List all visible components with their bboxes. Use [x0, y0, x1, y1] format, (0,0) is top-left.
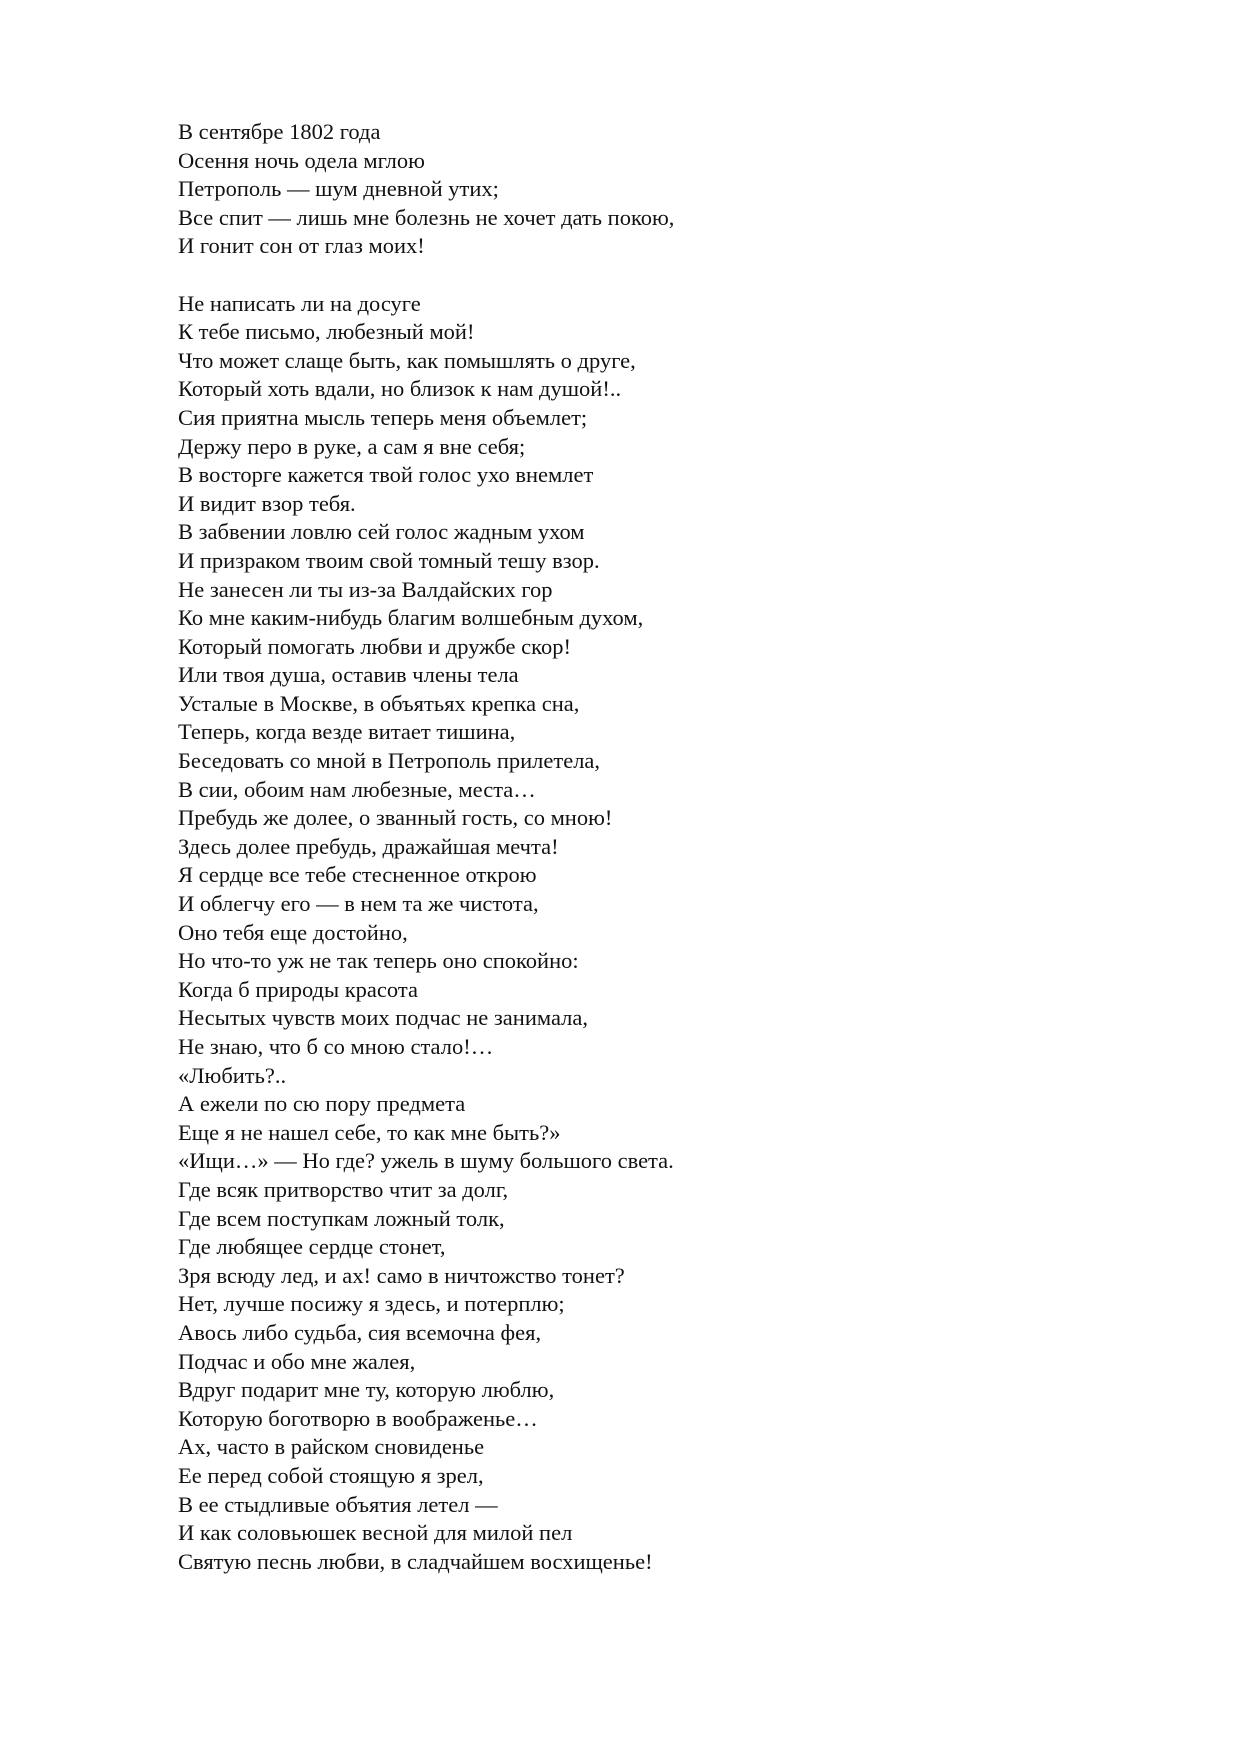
- poem-line: Осення ночь одела мглою: [178, 147, 425, 173]
- poem-line: Еще я не нашел себе, то как мне быть?»: [178, 1119, 561, 1145]
- poem-line: «Ищи…» — Но где? ужель в шуму большого света.: [178, 1148, 674, 1174]
- poem-line: Сия приятна мысль теперь меня объемлет;: [178, 404, 588, 430]
- poem-line: Все спит — лишь мне болезнь не хочет дать покою,: [178, 204, 675, 230]
- poem-line: В восторге кажется твой голос ухо внемлет: [178, 462, 594, 488]
- poem-line: Теперь, когда везде витает тишина,: [178, 719, 516, 745]
- poem-line: Я сердце все тебе стесненное открою: [178, 862, 537, 888]
- poem-line: К тебе письмо, любезный мой!: [178, 319, 475, 345]
- poem-line: Пребудь же долее, о званный гость, со мною!: [178, 805, 613, 831]
- poem-line: В забвении ловлю сей голос жадным ухом: [178, 519, 585, 545]
- poem-line: Усталые в Москве, в объятьях крепка сна,: [178, 690, 580, 716]
- poem-line: Где всем поступкам ложный толк,: [178, 1205, 505, 1231]
- poem-line: Ко мне каким-нибудь благим волшебным духом,: [178, 605, 644, 631]
- poem-line: Нет, лучше посижу я здесь, и потерплю;: [178, 1291, 565, 1317]
- poem-line: И видит взор тебя.: [178, 490, 356, 516]
- poem-line: В ее стыдливые объятия летел —: [178, 1491, 498, 1517]
- poem-line: «Любить?..: [178, 1062, 287, 1088]
- poem-line: Который помогать любви и дружбе скор!: [178, 633, 571, 659]
- poem-line: Где любящее сердце стонет,: [178, 1234, 446, 1260]
- poem-stanza: [178, 118, 1078, 261]
- poem-line: Не занесен ли ты из-за Валдайских гор: [178, 576, 553, 602]
- poem-line: Которую боготворю в воображенье…: [178, 1405, 538, 1431]
- poem-line: И гонит сон от глаз моих!: [178, 233, 425, 259]
- poem-line: В сентябре 1802 года: [178, 119, 381, 144]
- poem-line: В сии, обоим нам любезные, места…: [178, 776, 536, 802]
- poem-line: Несытых чувств моих подчас не занимала,: [178, 1005, 588, 1031]
- poem-line: Не знаю, что б со мною стало!…: [178, 1034, 494, 1059]
- poem-line: Святую песнь любви, в сладчайшем восхищенье!: [178, 1548, 653, 1574]
- poem-line: И облегчу его — в нем та же чистота,: [178, 891, 539, 917]
- poem-line: Держу перо в руке, а сам я вне себя;: [178, 433, 526, 459]
- poem-line: Где всяк притворство чтит за долг,: [178, 1176, 509, 1202]
- poem-line: Авось либо судьба, сия всемочна фея,: [178, 1319, 542, 1345]
- poem-stanza: [178, 290, 1078, 1577]
- poem-line: Подчас и обо мне жалея,: [178, 1348, 416, 1374]
- poem-line: Но что-то уж не так теперь оно спокойно:: [178, 948, 579, 974]
- poem-line: Вдруг подарит мне ту, которую люблю,: [178, 1377, 555, 1403]
- poem-line: Что может слаще быть, как помышлять о друге,: [178, 347, 636, 373]
- poem-text: [178, 118, 1078, 1576]
- poem-line: Когда б природы красота: [178, 976, 418, 1002]
- poem-line: И как соловьюшек весной для милой пел: [178, 1520, 573, 1546]
- poem-line: Или твоя душа, оставив члены тела: [178, 662, 519, 688]
- poem-line: Ее перед собой стоящую я зрел,: [178, 1462, 484, 1488]
- poem-line: И призраком твоим свой томный тешу взор.: [178, 547, 600, 573]
- poem-line: А ежели по сю пору предмета: [178, 1091, 466, 1117]
- poem-line: Который хоть вдали, но близок к нам душой!..: [178, 376, 622, 402]
- poem-line: Беседовать со мной в Петрополь прилетела,: [178, 748, 601, 774]
- poem-line: Оно тебя еще достойно,: [178, 919, 408, 945]
- poem-line: Зря всюду лед, и ах! само в ничтожство тонет?: [178, 1262, 625, 1288]
- poem-line: Здесь долее пребудь, дражайшая мечта!: [178, 833, 559, 859]
- poem-line: Петрополь — шум дневной утих;: [178, 176, 499, 202]
- poem-line: Ах, часто в райском сновиденье: [178, 1434, 485, 1460]
- poem-line: Не написать ли на досуге: [178, 290, 421, 316]
